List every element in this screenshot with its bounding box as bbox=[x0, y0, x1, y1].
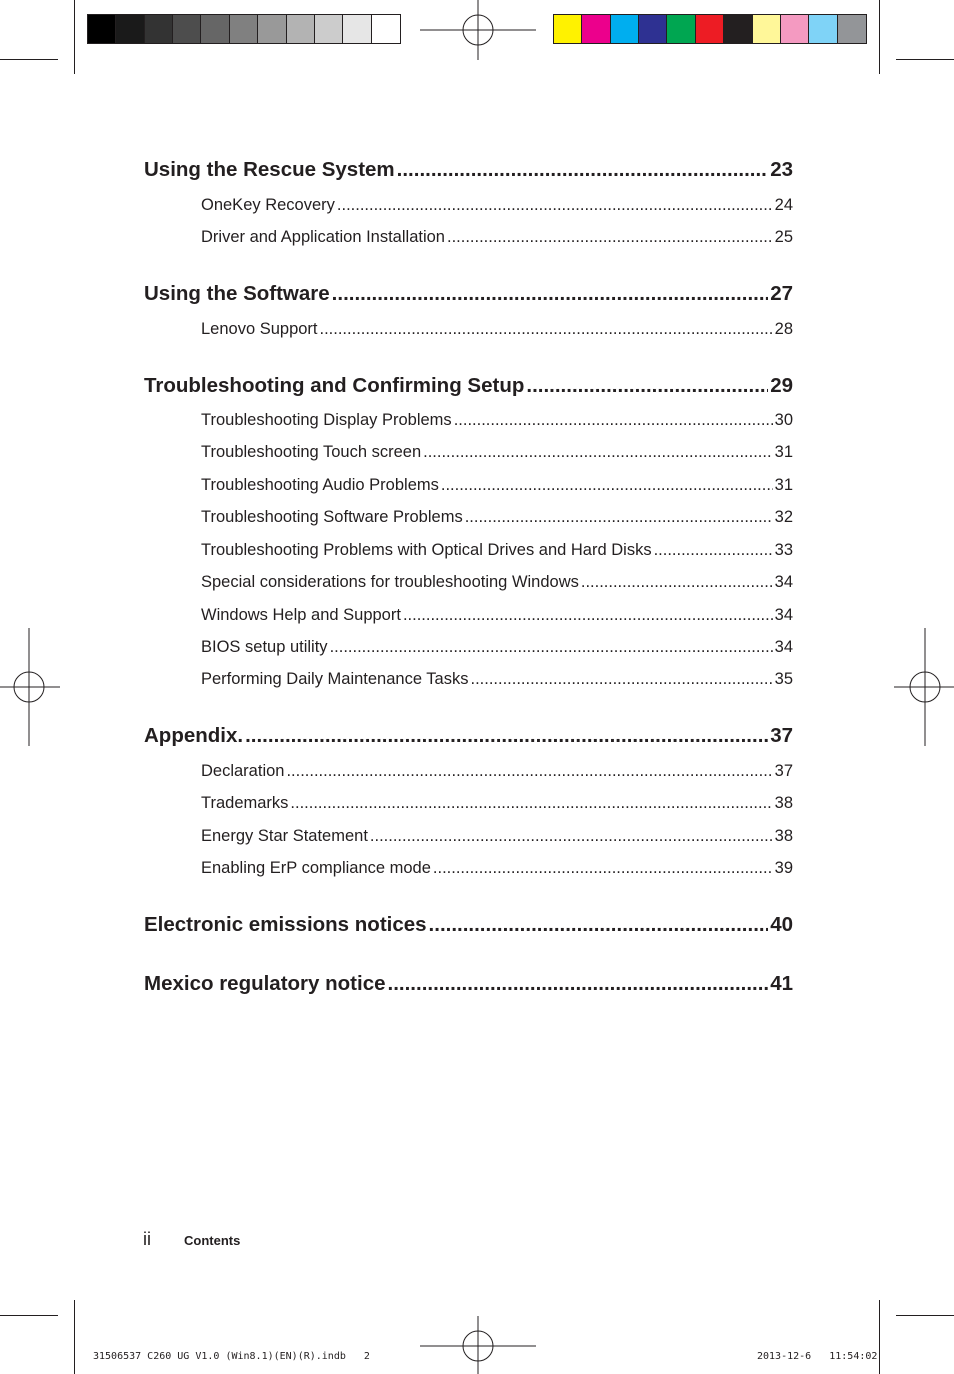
toc-subsection-entry[interactable] bbox=[201, 827, 793, 846]
registration-target-icon bbox=[420, 1316, 536, 1374]
toc-entry-page: 29 bbox=[770, 374, 793, 397]
registration-target-icon bbox=[420, 0, 536, 60]
footer-page-number: ii bbox=[143, 1229, 151, 1249]
toc-entry-page: 41 bbox=[770, 972, 793, 995]
color-swatch bbox=[230, 15, 258, 43]
toc-entry-page: 35 bbox=[774, 670, 793, 688]
toc-entry-page: 39 bbox=[774, 859, 793, 877]
color-swatch bbox=[88, 15, 116, 43]
color-swatch bbox=[372, 15, 400, 43]
color-swatch bbox=[696, 15, 724, 43]
toc-subsection-entry[interactable] bbox=[201, 541, 793, 560]
color-swatch bbox=[724, 15, 752, 43]
toc-entry-title: Enabling ErP compliance mode bbox=[201, 859, 431, 877]
color-swatch bbox=[201, 15, 229, 43]
toc-entry-title: Troubleshooting Problems with Optical Drives and Hard Disks bbox=[201, 541, 652, 559]
toc-leader-dots bbox=[397, 158, 769, 182]
color-swatch bbox=[667, 15, 695, 43]
toc-section-entry[interactable] bbox=[144, 282, 793, 306]
toc-entry-title: Declaration bbox=[201, 762, 285, 780]
crop-mark bbox=[0, 1315, 58, 1316]
color-swatch bbox=[838, 15, 866, 43]
toc-leader-dots bbox=[320, 320, 773, 339]
toc-leader-dots bbox=[447, 228, 773, 247]
registration-target-icon bbox=[894, 628, 954, 746]
color-swatch bbox=[753, 15, 781, 43]
toc-entry-page: 33 bbox=[774, 541, 793, 559]
toc-entry-title: Troubleshooting Touch screen bbox=[201, 443, 422, 461]
toc-entry-page: 37 bbox=[770, 724, 793, 747]
toc-entry-page: 32 bbox=[774, 508, 793, 526]
toc-entry-page: 28 bbox=[774, 320, 793, 338]
toc-entry-title: OneKey Recovery bbox=[201, 196, 335, 214]
color-swatch bbox=[116, 15, 144, 43]
toc-section-entry[interactable] bbox=[144, 374, 793, 398]
color-swatch bbox=[343, 15, 371, 43]
toc-entry-page: 38 bbox=[774, 827, 793, 845]
color-swatch bbox=[582, 15, 610, 43]
toc-entry-page: 25 bbox=[774, 228, 793, 246]
toc-section-entry[interactable] bbox=[144, 158, 793, 182]
toc-subsection-entry[interactable] bbox=[201, 508, 793, 527]
toc-leader-dots bbox=[581, 573, 773, 592]
toc-entry-title: Troubleshooting and Confirming Setup bbox=[144, 374, 525, 397]
toc-leader-dots bbox=[330, 638, 773, 657]
toc-entry-page: 40 bbox=[770, 913, 793, 936]
toc-entry-title: Trademarks bbox=[201, 794, 289, 812]
toc-entry-page: 34 bbox=[774, 573, 793, 591]
toc-leader-dots bbox=[433, 859, 773, 878]
footer-section-title: Contents bbox=[184, 1233, 241, 1248]
toc-entry-title: Performing Daily Maintenance Tasks bbox=[201, 670, 469, 688]
slug-file-name: 31506537 C260 UG V1.0 (Win8.1)(EN)(R).indb 2 bbox=[93, 1351, 370, 1362]
color-registration-bar bbox=[553, 14, 867, 44]
toc-subsection-entry[interactable] bbox=[201, 638, 793, 657]
toc-leader-dots bbox=[370, 827, 773, 846]
toc-entry-page: 24 bbox=[774, 196, 793, 214]
toc-subsection-entry[interactable] bbox=[201, 606, 793, 625]
toc-entry-title: Mexico regulatory notice bbox=[144, 972, 386, 995]
toc-entry-title: Special considerations for troubleshooting Windows bbox=[201, 573, 579, 591]
color-swatch bbox=[173, 15, 201, 43]
toc-entry-title: Troubleshooting Audio Problems bbox=[201, 476, 439, 494]
color-swatch bbox=[611, 15, 639, 43]
toc-entry-title: Using the Software bbox=[144, 282, 330, 305]
toc-leader-dots bbox=[654, 541, 773, 560]
toc-leader-dots bbox=[388, 972, 769, 996]
toc-entry-title: Appendix. bbox=[144, 724, 244, 747]
color-swatch bbox=[554, 15, 582, 43]
toc-section-entry[interactable] bbox=[144, 913, 793, 937]
toc-leader-dots bbox=[465, 508, 773, 527]
toc-entry-page: 31 bbox=[774, 476, 793, 494]
toc-section-entry[interactable] bbox=[144, 724, 793, 748]
toc-leader-dots bbox=[470, 670, 772, 689]
toc-entry-title: Troubleshooting Software Problems bbox=[201, 508, 463, 526]
toc-entry-title: Troubleshooting Display Problems bbox=[201, 411, 452, 429]
grayscale-registration-bar bbox=[87, 14, 401, 44]
toc-entry-title: Windows Help and Support bbox=[201, 606, 401, 624]
toc-subsection-entry[interactable] bbox=[201, 443, 793, 462]
toc-leader-dots bbox=[403, 606, 773, 625]
toc-subsection-entry[interactable] bbox=[201, 411, 793, 430]
toc-leader-dots bbox=[441, 476, 773, 495]
crop-mark bbox=[896, 1315, 954, 1316]
toc-subsection-entry[interactable] bbox=[201, 573, 793, 592]
toc-leader-dots bbox=[286, 762, 772, 781]
toc-entry-page: 38 bbox=[774, 794, 793, 812]
crop-mark bbox=[896, 59, 954, 60]
toc-entry-page: 23 bbox=[770, 158, 793, 181]
toc-leader-dots bbox=[245, 724, 768, 748]
toc-leader-dots bbox=[290, 794, 772, 813]
crop-mark bbox=[879, 1300, 880, 1374]
toc-entry-page: 30 bbox=[774, 411, 793, 429]
color-swatch bbox=[145, 15, 173, 43]
color-swatch bbox=[639, 15, 667, 43]
color-swatch bbox=[809, 15, 837, 43]
toc-section-entry[interactable] bbox=[144, 972, 793, 996]
toc-subsection-entry[interactable] bbox=[201, 762, 793, 781]
color-swatch bbox=[287, 15, 315, 43]
toc-entry-title: Energy Star Statement bbox=[201, 827, 368, 845]
toc-subsection-entry[interactable] bbox=[201, 859, 793, 878]
toc-leader-dots bbox=[332, 282, 769, 306]
toc-entry-title: Using the Rescue System bbox=[144, 158, 395, 181]
color-swatch bbox=[315, 15, 343, 43]
toc-entry-title: Electronic emissions notices bbox=[144, 913, 427, 936]
toc-entry-page: 37 bbox=[774, 762, 793, 780]
toc-subsection-entry[interactable] bbox=[201, 794, 793, 813]
color-swatch bbox=[781, 15, 809, 43]
toc-subsection-entry[interactable] bbox=[201, 196, 793, 215]
crop-mark bbox=[0, 59, 58, 60]
toc-subsection-entry[interactable] bbox=[201, 320, 793, 339]
toc-entry-title: Lenovo Support bbox=[201, 320, 318, 338]
toc-entry-title: Driver and Application Installation bbox=[201, 228, 445, 246]
toc-leader-dots bbox=[337, 196, 773, 215]
toc-leader-dots bbox=[526, 374, 768, 398]
toc-subsection-entry[interactable] bbox=[201, 476, 793, 495]
crop-mark bbox=[74, 1300, 75, 1374]
slug-datetime: 2013-12-6 11:54:02 bbox=[757, 1351, 878, 1362]
toc-leader-dots bbox=[423, 443, 773, 462]
crop-mark bbox=[74, 0, 75, 74]
toc-subsection-entry[interactable] bbox=[201, 670, 793, 689]
toc-leader-dots bbox=[454, 411, 773, 430]
crop-mark bbox=[879, 0, 880, 74]
toc-entry-page: 34 bbox=[774, 638, 793, 656]
toc-leader-dots bbox=[429, 913, 769, 937]
registration-target-icon bbox=[0, 628, 60, 746]
toc-subsection-entry[interactable] bbox=[201, 228, 793, 247]
toc-entry-page: 34 bbox=[774, 606, 793, 624]
toc-entry-title: BIOS setup utility bbox=[201, 638, 328, 656]
toc-entry-page: 27 bbox=[770, 282, 793, 305]
toc-entry-page: 31 bbox=[774, 443, 793, 461]
color-swatch bbox=[258, 15, 286, 43]
